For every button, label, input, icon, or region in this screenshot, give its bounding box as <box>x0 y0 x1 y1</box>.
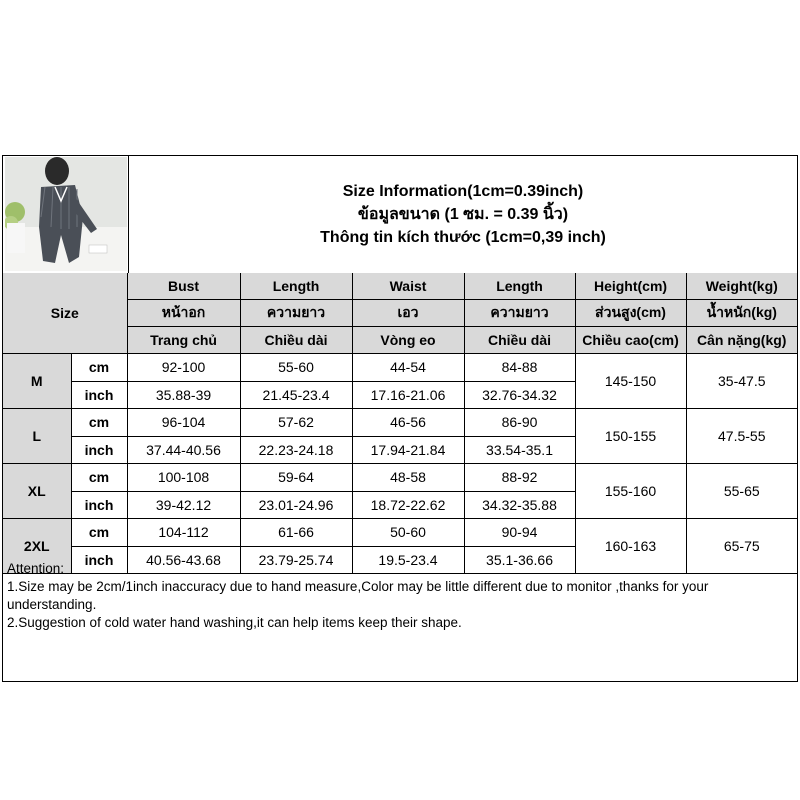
table-cell: 90-94 <box>464 519 575 547</box>
size-table <box>3 273 797 574</box>
unit-inch: inch <box>71 491 127 519</box>
table-cell: 17.94-21.84 <box>352 436 464 464</box>
pajama-model-illustration <box>5 157 127 271</box>
size-label-xl: XL <box>3 464 71 519</box>
table-cell: 59-64 <box>240 464 352 492</box>
table-cell: 32.76-34.32 <box>464 381 575 409</box>
size-info-title <box>129 156 797 273</box>
col-header-bust-vi: Trang chủ <box>127 327 240 354</box>
weight-cell: 47.5-55 <box>686 409 797 464</box>
table-row <box>3 519 797 547</box>
table-cell: 18.72-22.62 <box>352 491 464 519</box>
col-header-waist-vi: Vòng eo <box>352 327 464 354</box>
table-row <box>3 464 797 492</box>
table-cell: 17.16-21.06 <box>352 381 464 409</box>
attention-heading: Attention: <box>7 561 65 576</box>
unit-inch: inch <box>71 546 127 574</box>
product-photo <box>5 157 127 271</box>
table-cell: 46-56 <box>352 409 464 437</box>
table-cell: 92-100 <box>127 354 240 382</box>
weight-cell: 65-75 <box>686 519 797 574</box>
table-cell: 35.1-36.66 <box>464 546 575 574</box>
col-header-length-vi: Chiều dài <box>240 327 352 354</box>
table-cell: 23.01-24.96 <box>240 491 352 519</box>
weight-cell: 55-65 <box>686 464 797 519</box>
size-label-2xl: 2XL <box>3 519 71 574</box>
size-label-m: M <box>3 354 71 409</box>
table-cell: 39-42.12 <box>127 491 240 519</box>
col-header-pants-length-vi: Chiều dài <box>464 327 575 354</box>
table-cell: 61-66 <box>240 519 352 547</box>
table-cell: 44-54 <box>352 354 464 382</box>
table-cell: 48-58 <box>352 464 464 492</box>
title-english: Size Information(1cm=0.39inch) <box>342 183 584 200</box>
table-cell: 55-60 <box>240 354 352 382</box>
table-cell: 33.54-35.1 <box>464 436 575 464</box>
height-cell: 155-160 <box>575 464 686 519</box>
col-header-weight-vi: Cân nặng(kg) <box>686 327 797 354</box>
height-cell: 145-150 <box>575 354 686 409</box>
col-header-height-thai: ส่วนสูง(cm) <box>575 300 686 327</box>
col-header-waist: Waist <box>352 273 464 300</box>
table-row <box>3 354 797 382</box>
col-header-weight-thai: น้ำหนัก(kg) <box>686 300 797 327</box>
col-header-waist-thai: เอว <box>352 300 464 327</box>
height-cell: 160-163 <box>575 519 686 574</box>
size-chart-header <box>3 156 797 274</box>
table-cell: 84-88 <box>464 354 575 382</box>
table-cell: 88-92 <box>464 464 575 492</box>
table-cell: 21.45-23.4 <box>240 381 352 409</box>
col-header-height: Height(cm) <box>575 273 686 300</box>
table-cell: 96-104 <box>127 409 240 437</box>
size-chart <box>2 155 798 682</box>
table-row <box>3 409 797 437</box>
unit-inch: inch <box>71 381 127 409</box>
table-cell: 86-90 <box>464 409 575 437</box>
title-thai: ข้อมูลขนาด (1 ซม. = 0.39 นิ้ว) <box>357 206 569 223</box>
unit-inch: inch <box>71 436 127 464</box>
table-cell: 22.23-24.18 <box>240 436 352 464</box>
col-header-pants-length: Length <box>464 273 575 300</box>
col-header-weight: Weight(kg) <box>686 273 797 300</box>
table-cell: 104-112 <box>127 519 240 547</box>
table-cell: 40.56-43.68 <box>127 546 240 574</box>
col-header-bust: Bust <box>127 273 240 300</box>
table-cell: 23.79-25.74 <box>240 546 352 574</box>
size-column-header: Size <box>3 273 127 354</box>
table-cell: 34.32-35.88 <box>464 491 575 519</box>
header-row-english <box>3 273 797 300</box>
col-header-bust-thai: หน้าอก <box>127 300 240 327</box>
size-label-l: L <box>3 409 71 464</box>
col-header-length: Length <box>240 273 352 300</box>
table-cell: 100-108 <box>127 464 240 492</box>
table-cell: 35.88-39 <box>127 381 240 409</box>
table-cell: 57-62 <box>240 409 352 437</box>
attention-notes <box>7 560 793 632</box>
col-header-height-vi: Chiều cao(cm) <box>575 327 686 354</box>
col-header-length-thai: ความยาว <box>240 300 352 327</box>
col-header-pants-length-thai: ความยาว <box>464 300 575 327</box>
weight-cell: 35-47.5 <box>686 354 797 409</box>
unit-cm: cm <box>71 409 127 437</box>
height-cell: 150-155 <box>575 409 686 464</box>
unit-cm: cm <box>71 519 127 547</box>
table-cell: 37.44-40.56 <box>127 436 240 464</box>
attention-note-2: 2.Suggestion of cold water hand washing,it can help items keep their shape. <box>7 615 462 630</box>
title-vietnamese: Thông tin kích thước (1cm=0,39 inch) <box>320 229 606 246</box>
attention-note-1: 1.Size may be 2cm/1inch inaccuracy due to hand measure,Color may be little different due to monitor ,thanks for your understanding. <box>7 579 709 612</box>
table-cell: 19.5-23.4 <box>352 546 464 574</box>
unit-cm: cm <box>71 464 127 492</box>
table-cell: 50-60 <box>352 519 464 547</box>
unit-cm: cm <box>71 354 127 382</box>
